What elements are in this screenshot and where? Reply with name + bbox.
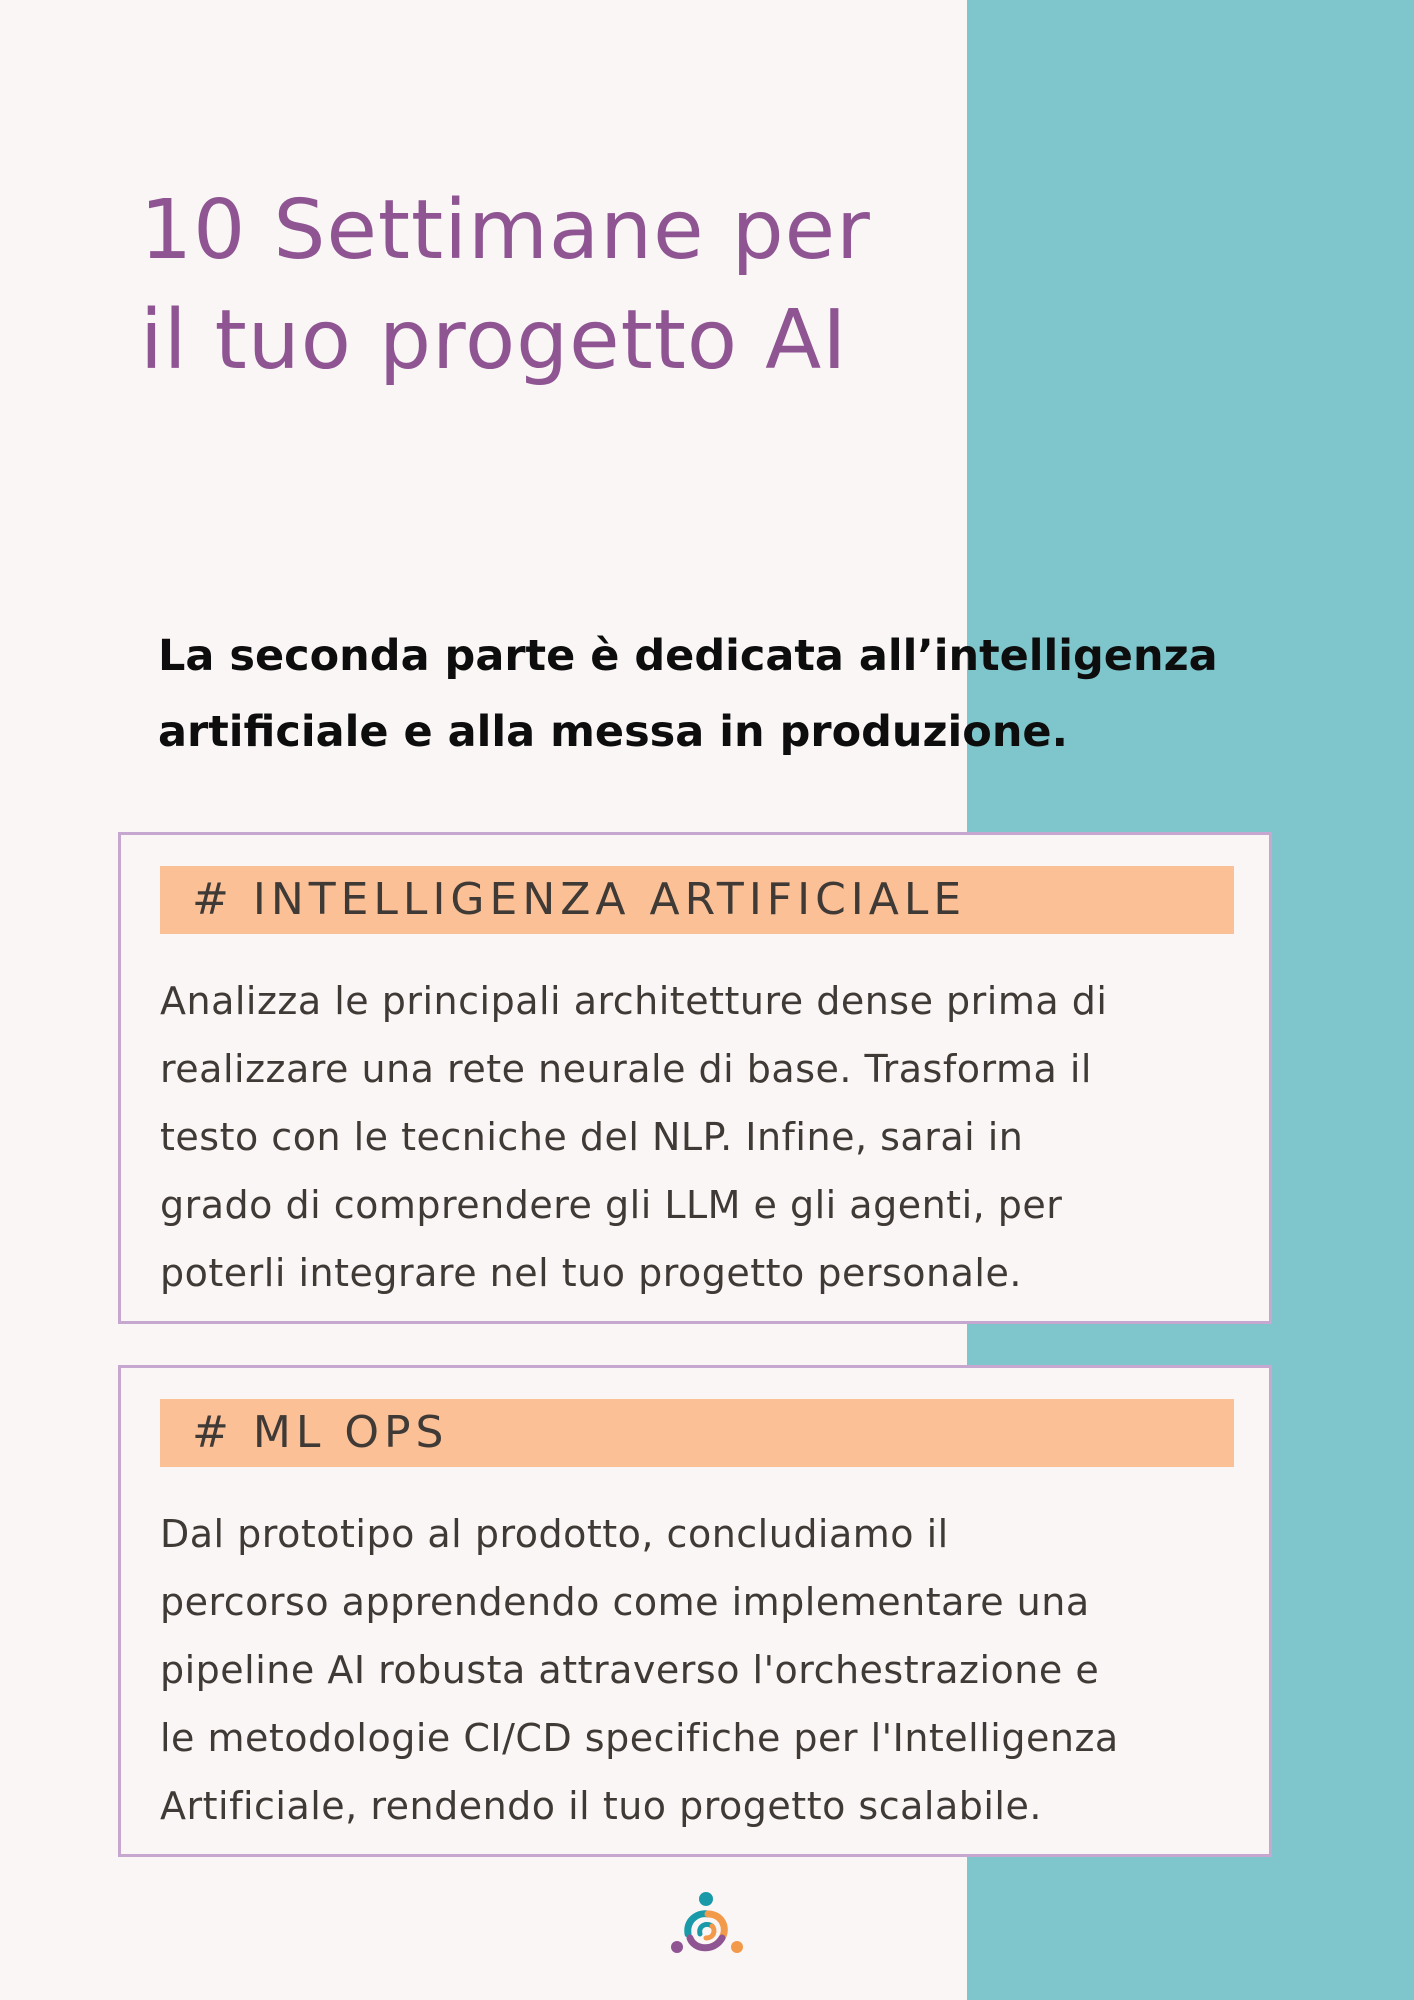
intro-line-1: La seconda parte è dedicata all’intelligenza xyxy=(158,631,1218,681)
intro-text xyxy=(158,618,1268,770)
section-text-mlops-line: pipeline AI robusta attraverso l'orchestrazione e xyxy=(160,1648,1100,1692)
section-text-ai xyxy=(160,967,1250,1307)
section-text-ai-line: realizzare una rete neurale di base. Trasforma il xyxy=(160,1047,1092,1091)
page-title-line-1: 10 Settimane per xyxy=(140,183,871,278)
section-text-mlops-line: Dal prototipo al prodotto, concludiamo il xyxy=(160,1512,949,1556)
section-text-mlops-line: le metodologie CI/CD specifiche per l'Intelligenza xyxy=(160,1716,1119,1760)
section-text-ai-line: Analizza le principali architetture dense prima di xyxy=(160,979,1108,1023)
page-title-line-2: il tuo progetto AI xyxy=(140,293,848,388)
section-card-mlops xyxy=(118,1365,1272,1857)
intro-line-2: artificiale e alla messa in produzione. xyxy=(158,707,1068,757)
section-heading-ai: # INTELLIGENZA ARTIFICIALE xyxy=(160,866,1234,934)
section-text-ai-line: poterli integrare nel tuo progetto personale. xyxy=(160,1251,1022,1295)
section-text-mlops xyxy=(160,1500,1250,1840)
page-title xyxy=(140,176,871,396)
section-card-ai xyxy=(118,832,1272,1324)
section-heading-mlops: # ML OPS xyxy=(160,1399,1234,1467)
section-text-mlops-line: percorso apprendendo come implementare una xyxy=(160,1580,1090,1624)
section-text-ai-line: grado di comprendere gli LLM e gli agenti, per xyxy=(160,1183,1063,1227)
swirl-people-logo-icon xyxy=(668,1890,748,1960)
section-text-ai-line: testo con le tecniche del NLP. Infine, sarai in xyxy=(160,1115,1024,1159)
section-text-mlops-line: Artificiale, rendendo il tuo progetto scalabile. xyxy=(160,1784,1042,1828)
